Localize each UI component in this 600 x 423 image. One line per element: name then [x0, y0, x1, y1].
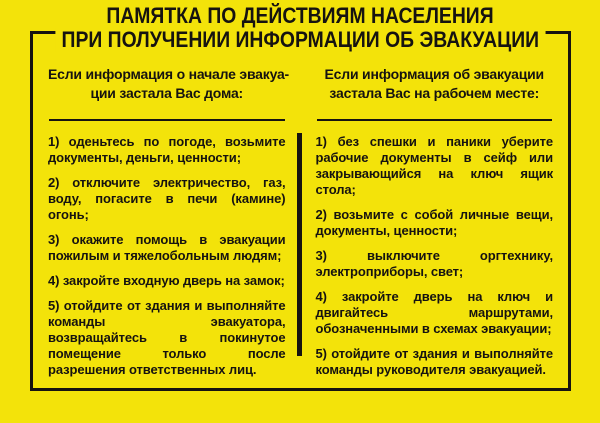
poster-title-line2: ПРИ ПОЛУЧЕНИИ ИНФОРМАЦИИ ОБ ЭВАКУАЦИИ [55, 28, 545, 52]
poster-title-line1: ПАМЯТКА ПО ДЕЙСТВИЯМ НАСЕЛЕНИЯ [100, 4, 500, 28]
instruction-item: 3) окажите помощь в эвакуации пожилым и тяжелобольным людям; [48, 232, 286, 263]
column-at-home-header-line1: Если информация о начале эвакуа- [48, 66, 290, 82]
column-divider [297, 133, 302, 356]
header-underline [49, 119, 285, 121]
instruction-item: 4) закройте входную дверь на замок; [48, 273, 285, 288]
poster-title [0, 4, 600, 52]
instruction-item: 4) закройте дверь на ключ и двигайтесь маршрутами, обозначенными в схемах эвакуации; [315, 289, 553, 336]
column-at-home-header-line2: ции застала Вас дома: [90, 85, 243, 101]
header-underline [317, 119, 553, 121]
column-at-home-header [48, 65, 290, 103]
column-at-work-header-line2: застала Вас на рабочем месте: [329, 85, 540, 101]
instruction-item: 5) отойдите от здания и выполняйте команды руководителя эвакуацией. [315, 346, 553, 377]
instruction-item: 5) отойдите от здания и выполняйте команды эвакуатора, возвращайтесь в покинутое помещение только после разрешения ответственных лиц. [48, 298, 286, 377]
column-at-work [301, 34, 569, 388]
instruction-item: 2) возьмите с собой личные вещи, документы, ценности; [315, 207, 553, 238]
column-at-work-header-line1: Если информация об эвакуации [324, 66, 544, 82]
instruction-item: 1) без спешки и паники уберите рабочие документы в сейф или закрывающийся на ключ ящик стола; [315, 134, 553, 197]
instruction-item: 3) выключите оргтехнику, электроприборы, свет; [315, 248, 553, 279]
column-at-home [33, 34, 301, 388]
instruction-item: 2) отключите электричество, газ, воду, погасите в печи (камине) огонь; [48, 175, 286, 222]
column-at-work-header [316, 65, 554, 103]
instruction-item: 1) оденьтесь по погоде, возьмите документы, деньги, ценности; [48, 134, 286, 165]
